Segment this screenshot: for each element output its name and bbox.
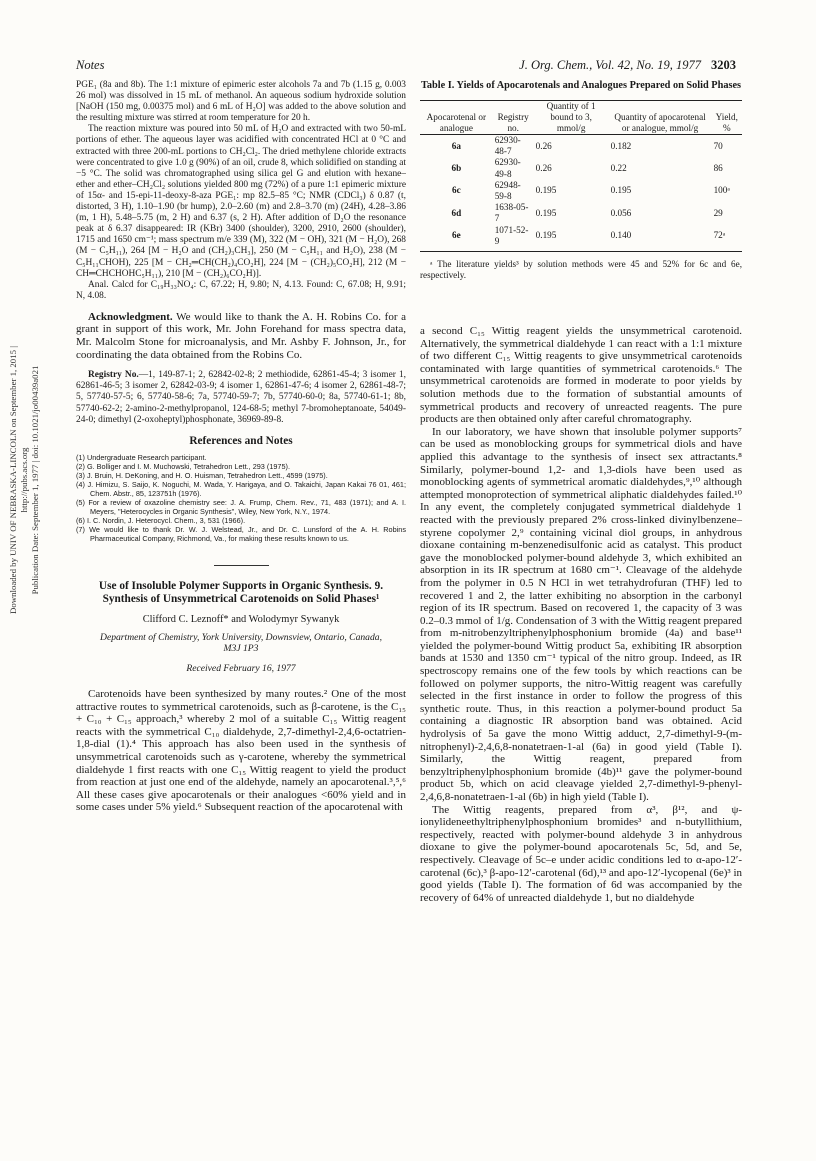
article-title: Use of Insoluble Polymer Supports in Organic Synthesis. 9. Synthesis of Unsymmetrical Carotenoids on Solid Phases¹ [98, 579, 384, 605]
download-watermark [8, 330, 41, 630]
table-header-yield: Yield, % [712, 101, 742, 135]
body-paragraph-2: In our laboratory, we have shown that insoluble polymer supports⁷ can be used as monoblocking groups for symmetrical diols and have applied this advantage to the synthesis of insect sex attractants.⁸ Similarly, polymer-bound 1,2- and 1,3-diols have been used as monoblocking agents of symmetrical aromatic dialdehydes,⁹,¹⁰ although attempted monoprotection of symmetrical aliphatic dialdehydes failed.¹⁰ In any event, the completely conjugated symmetrical dialdehyde 1 reacted with the previously prepared 2% cross-linked divinylbenzene–styrene copolymer 2,⁹ containing vicinal diol groups, in anhydrous dioxane containing m-benzenedisulfonic acid as catalyst. This product gave the monoblocked polymer-bound aldehyde 3, which exhibited an absorption in its IR spectrum at 1680 cm⁻¹. Cleavage of the aldehyde from the polymer in 0.5 N HCl in wet tetrahydrofuran (THF) led to recovered 1 and 2, the latter exhibiting no absorption in the carbonyl region of its IR spectrum. Based on recovered 1, the capacity of 3 was 0.2–0.3 mmol of 1/g. Condensation of 3 with the Wittig reagent prepared from m-nitrobenzyltriphenylphosphonium bromide (4a) and base¹¹ yielded the polymer-bound Wittig product 5a, exhibiting IR absorption bands at 1530 and 1350 cm⁻¹ typical of the nitro group. Indeed, as IR spectroscopy remains one of the few tools by which reactions can be followed on polymer supports, the nitro-Wittig reagent was carefully selected in the first instance in order to follow the progress of this synthetic route. Thus, in this reaction a polymer-bound product 5a containing a diagnostic IR absorption band was obtained. Acid hydrolysis of 5a gave the mono Wittig adduct, 2,7-dimethyl-9-(m-nitrophenyl)-2,4,6,8-nonatetraen-1-al (6a) in good yield (Table I). Similarly, the Wittig reagent, prepared from benzyltriphenylphosphonium bromide (4b)¹¹ gave the polymer-bound product 5b, which on acid cleavage yielded 2,7-dimethyl-9-phenyl-2,4,6,8-nonatetraen-1-al (6b) in high yield (Table I). [420, 425, 742, 803]
cell-compound: 6c [452, 185, 461, 196]
table-row [420, 225, 742, 252]
left-column [76, 80, 406, 814]
cell-registry: 62930-49-8 [494, 157, 521, 179]
cell-quantity-product: 0.195 [610, 185, 632, 196]
experimental-paragraph-1: PGE₁ (8a and 8b). The 1:1 mixture of epimeric ester alcohols 7a and 7b (1.15 g, 0.003 26 mol) was dissolved in 15 mL of methanol. An aqueous sodium hydroxide solution [NaOH (150 mg, 0.00375 mol) and 6 mL of H₂O] was added to the above solution and the resulting mixture was stirred at room temperature for 20 h. [76, 80, 406, 124]
cell-yield: 100ᵃ [713, 185, 730, 196]
reference-item: (5) For a review of oxazoline chemistry see: J. A. Frump, Chem. Rev., 71, 483 (1971); and A. I. Meyers, "Heterocycles in Organic Synthesis", Wiley, New York, N.Y., 1974. [76, 497, 406, 516]
publication-line: Publication Date: September 1, 1977 | doi: 10.1021/jo00439a021 [30, 365, 40, 595]
cell-quantity-bound: 0.195 [534, 225, 609, 252]
references-list [76, 453, 406, 543]
cell-quantity-product: 0.140 [609, 225, 712, 252]
page-number: 3203 [711, 58, 736, 72]
reference-item: (2) G. Bolliger and I. M. Muchowski, Tetrahedron Lett., 293 (1975). [76, 461, 291, 471]
registry-text: —1, 149-87-1; 2, 62842-02-8; 2 methiodide, 62861-45-4; 3 isomer 1, 62861-46-5; 3 isomer 2, 62842-03-9; 4 isomer 1, 62861-47-6; 4 isomer 2, 62861-48-7; 5, 57740-57-5; 6, 57740-58-6; 7a, 57740-59-7; 7b, 57740-60-0; 8a, 57740-61-1; 8b, 57740-62-2; 2-amino-2-methylpropanol, 124-68-5; methyl 7-bromoheptanoate, 54049-24-0; dimethyl (2-oxoheptyl)phosphonate, 36969-89-8. [76, 370, 406, 425]
cell-yield: 72ᵃ [712, 225, 742, 252]
table-row [420, 202, 742, 224]
acknowledgment-heading: Acknowledgment. [88, 310, 173, 323]
table-footnote: ᵃ The literature yields³ by solution methods were 45 and 52% for 6c and 6e, respectively. [420, 259, 742, 281]
reference-item: (4) J. Himizu, S. Saijo, K. Noguchi, M. Wada, Y. Harigaya, and O. Takaichi, Japan Kakai 76 01, 461; Chem. Abstr., 85, 123751h (1976). [76, 479, 406, 498]
registry-numbers [76, 370, 406, 425]
body-paragraph-3: The Wittig reagents, prepared from α³, β¹², and ψ-ionylideneethyltriphenylphosphonium bromides³ and n-butyllithium, respectively, reacted with polymer-bound aldehyde 3 in anhydrous dioxane to give the polymer-bound apocarotenals 5c, 5d, and 5e, respectively. Cleavage of 5c–e under acidic conditions led to α-apo-12′-carotenal (6c),³ β-apo-12′-carotenal (6d),¹³ and apo-12′-lycopenal (6e)³ in good yields (Table I). The formation of 6d was accompanied by the recovery of 64% of unreacted dialdehyde 1, but no dialdehyde [420, 803, 742, 904]
section-divider [214, 565, 269, 566]
intro-paragraph: Carotenoids have been synthesized by many routes.² One of the most attractive routes to symmetrical carotenoids, such as β-carotene, is the C₁₅ + C₁₀ + C₁₅ approach,³ whereby 2 mol of a suitable C₁₅ Wittig reagent reacts with the symmetrical C₁₀ dialdehyde, 2,7-dimethyl-2,4,6-octatrien-1,8-dial (1).⁴ This approach has also been used in the synthesis of unsymmetrical carotenoids such as γ-carotene, whereby the symmetrical dialdehyde 1 first reacts with one C₁₅ Wittig reagent to yield the product from reaction at just one end of the aldehyde, namely an apocarotenal.³,⁵,⁶ All these cases give apocarotenals or their analogues <60% yield and in some cases under 5% yield.⁶ Subsequent reaction of the apocarotenal with [76, 688, 406, 814]
experimental-paragraph-2: The reaction mixture was poured into 50 mL of H₂O and extracted with two 50-mL portions of ether. The aqueous layer was acidified with concentrated HCl at 0 °C and extracted with three 200-mL portions to CH₂Cl₂. The dried methylene chloride extracts were concentrated to give 1.0 g (90%) of an oil, crude 8, which solidified on standing at −5 °C. The solid was chromatographed using silica gel G and elution with hexane–ether and ether–CH₂Cl₂ solutions yielded 800 mg (72%) of a pure 1:1 epimeric mixture of 15α- and 15-epi-11-deoxy-8-aza PGE₁: mp 82.5–85 °C; NMR (CDCl₃) δ 0.87 (t, distorted, 3 H), 1.10–1.90 (br hump), 2.0–2.60 (m) and 2.8–3.70 (m) (24H), 4.28–3.86 (m, 1 H), 5.48–5.75 (m, 2 H) and 6.37 (s, 2 H). After addition of D₂O the resonance peak at δ 6.37 disappeared: IR (KBr) 3400 (shoulder), 3200, 2910, 2600 (shoulder), 1715 and 1650 cm⁻¹; mass spectrum m/e 339 (M), 322 (M − OH), 321 (M − H₂O), 268 (M − C₅H₁₁), 264 [M − H₂O and (CH₂)₃CH₃], 250 (M − C₅H₁₁ and H₂O), 238 (M − C₅H₁₁CHOH), 225 [M − CH₂═CH(CH₂)₄CO₂H], 224 [M − (CH₂)₅CO₂H], 212 (M − CH═CHCHOHC₅H₁₁), 210 [M − (CH₂)₆CO₂H)]. [76, 124, 406, 279]
table-header-apocarotenal: Apocarotenal or analogue [420, 101, 493, 135]
table-row [420, 135, 742, 158]
table-title: Table I. Yields of Apocarotenals and Analogues Prepared on Solid Phases [420, 80, 742, 91]
page-header-left: Notes [76, 58, 105, 72]
cell-quantity-product: 0.056 [610, 207, 632, 218]
received-date: Received February 16, 1977 [186, 662, 296, 674]
cell-yield: 86 [713, 163, 723, 173]
table-header-quantity-product: Quantity of apocarotenal or analogue, mmol/g [609, 101, 712, 135]
analysis-paragraph: Anal. Calcd for C₁₉H₃₃NO₄: C, 67.22; H, 9.80; N, 4.13. Found: C, 67.08; H, 9.91; N, 4.08. [76, 279, 406, 301]
cell-registry: 62930-48-7 [494, 135, 521, 157]
registry-heading: Registry No. [88, 370, 139, 381]
references-heading: References and Notes [189, 434, 293, 447]
cell-quantity-bound: 0.26 [535, 140, 552, 151]
cell-yield: 29 [713, 207, 723, 218]
table-row [420, 180, 742, 202]
reference-item: (3) J. Bruin, H. DeKoning, and H. O. Huisman, Tetrahedron Lett., 4599 (1975). [76, 470, 328, 480]
right-column [420, 80, 742, 904]
table-row [420, 157, 742, 179]
body-paragraph-1: a second C₁₅ Wittig reagent yields the unsymmetrical carotenoid. Alternatively, the symmetrical dialdehyde 1 can react with a 1:1 mixture of two different C₁₅ Wittig reagents to give unsymmetrical carotenoids contaminated with large quantities of symmetrical carotenoids.⁶ The unsymmetrical carotenoids are formed in moderate to poor yields by solution methods due to the formation of substantial amounts of symmetrical products and recovery of unreacted reagents. The pure products are then obtained only after careful chromatography. [420, 325, 742, 426]
cell-quantity-bound: 0.26 [535, 163, 552, 173]
article-authors: Clifford C. Leznoff* and Wolodymyr Sywanyk [142, 613, 340, 625]
reference-item: (6) I. C. Nordin, J. Heterocycl. Chem., 3, 531 (1966). [76, 515, 246, 525]
table-header-registry: Registry no. [493, 101, 534, 135]
reference-item: (1) Undergraduate Research participant. [76, 452, 207, 462]
cell-quantity-product: 0.182 [610, 140, 632, 151]
table-header-quantity-bound: Quantity of 1 bound to 3, mmol/g [534, 101, 609, 135]
cell-registry: 1071-52-9 [493, 225, 534, 252]
cell-yield: 70 [713, 140, 723, 151]
cell-compound: 6b [451, 163, 462, 173]
cell-quantity-bound: 0.195 [535, 207, 557, 218]
cell-compound: 6d [451, 207, 462, 218]
cell-quantity-bound: 0.195 [535, 185, 557, 196]
cell-registry: 1638-05-7 [494, 202, 529, 224]
reference-item: (7) We would like to thank Dr. W. J. Welstead, Jr., and Dr. C. Lunsford of the A. H. Robins Pharmaceutical Company, Richmond, Va., for making these results known to us. [76, 524, 406, 543]
cell-registry: 62948-59-8 [494, 179, 521, 202]
acknowledgment-text: We would like to thank the A. H. Robins Co. for a grant in support of this work, Mr. John Forehand for mass spectra data, Mr. Malcolm Stone for microanalysis, and Mr. Ashby F. Johnson, Jr., for coordinating the data obtained from the Robins Co. [76, 310, 407, 361]
acknowledgment [76, 311, 406, 361]
cell-compound: 6e [420, 225, 493, 252]
page-header-right [519, 58, 736, 73]
journal-citation: J. Org. Chem., Vol. 42, No. 19, 1977 [519, 58, 701, 72]
cell-compound: 6a [451, 140, 461, 151]
cell-quantity-product: 0.22 [610, 163, 627, 173]
download-line: Downloaded by UNIV OF NEBRASKA-LINCOLN on September 1, 2015 | http://pubs.acs.org [8, 346, 29, 614]
article-affiliation: Department of Chemistry, York University, Downsview, Ontario, Canada, M3J 1P3 [100, 631, 382, 655]
yields-table [420, 100, 742, 252]
